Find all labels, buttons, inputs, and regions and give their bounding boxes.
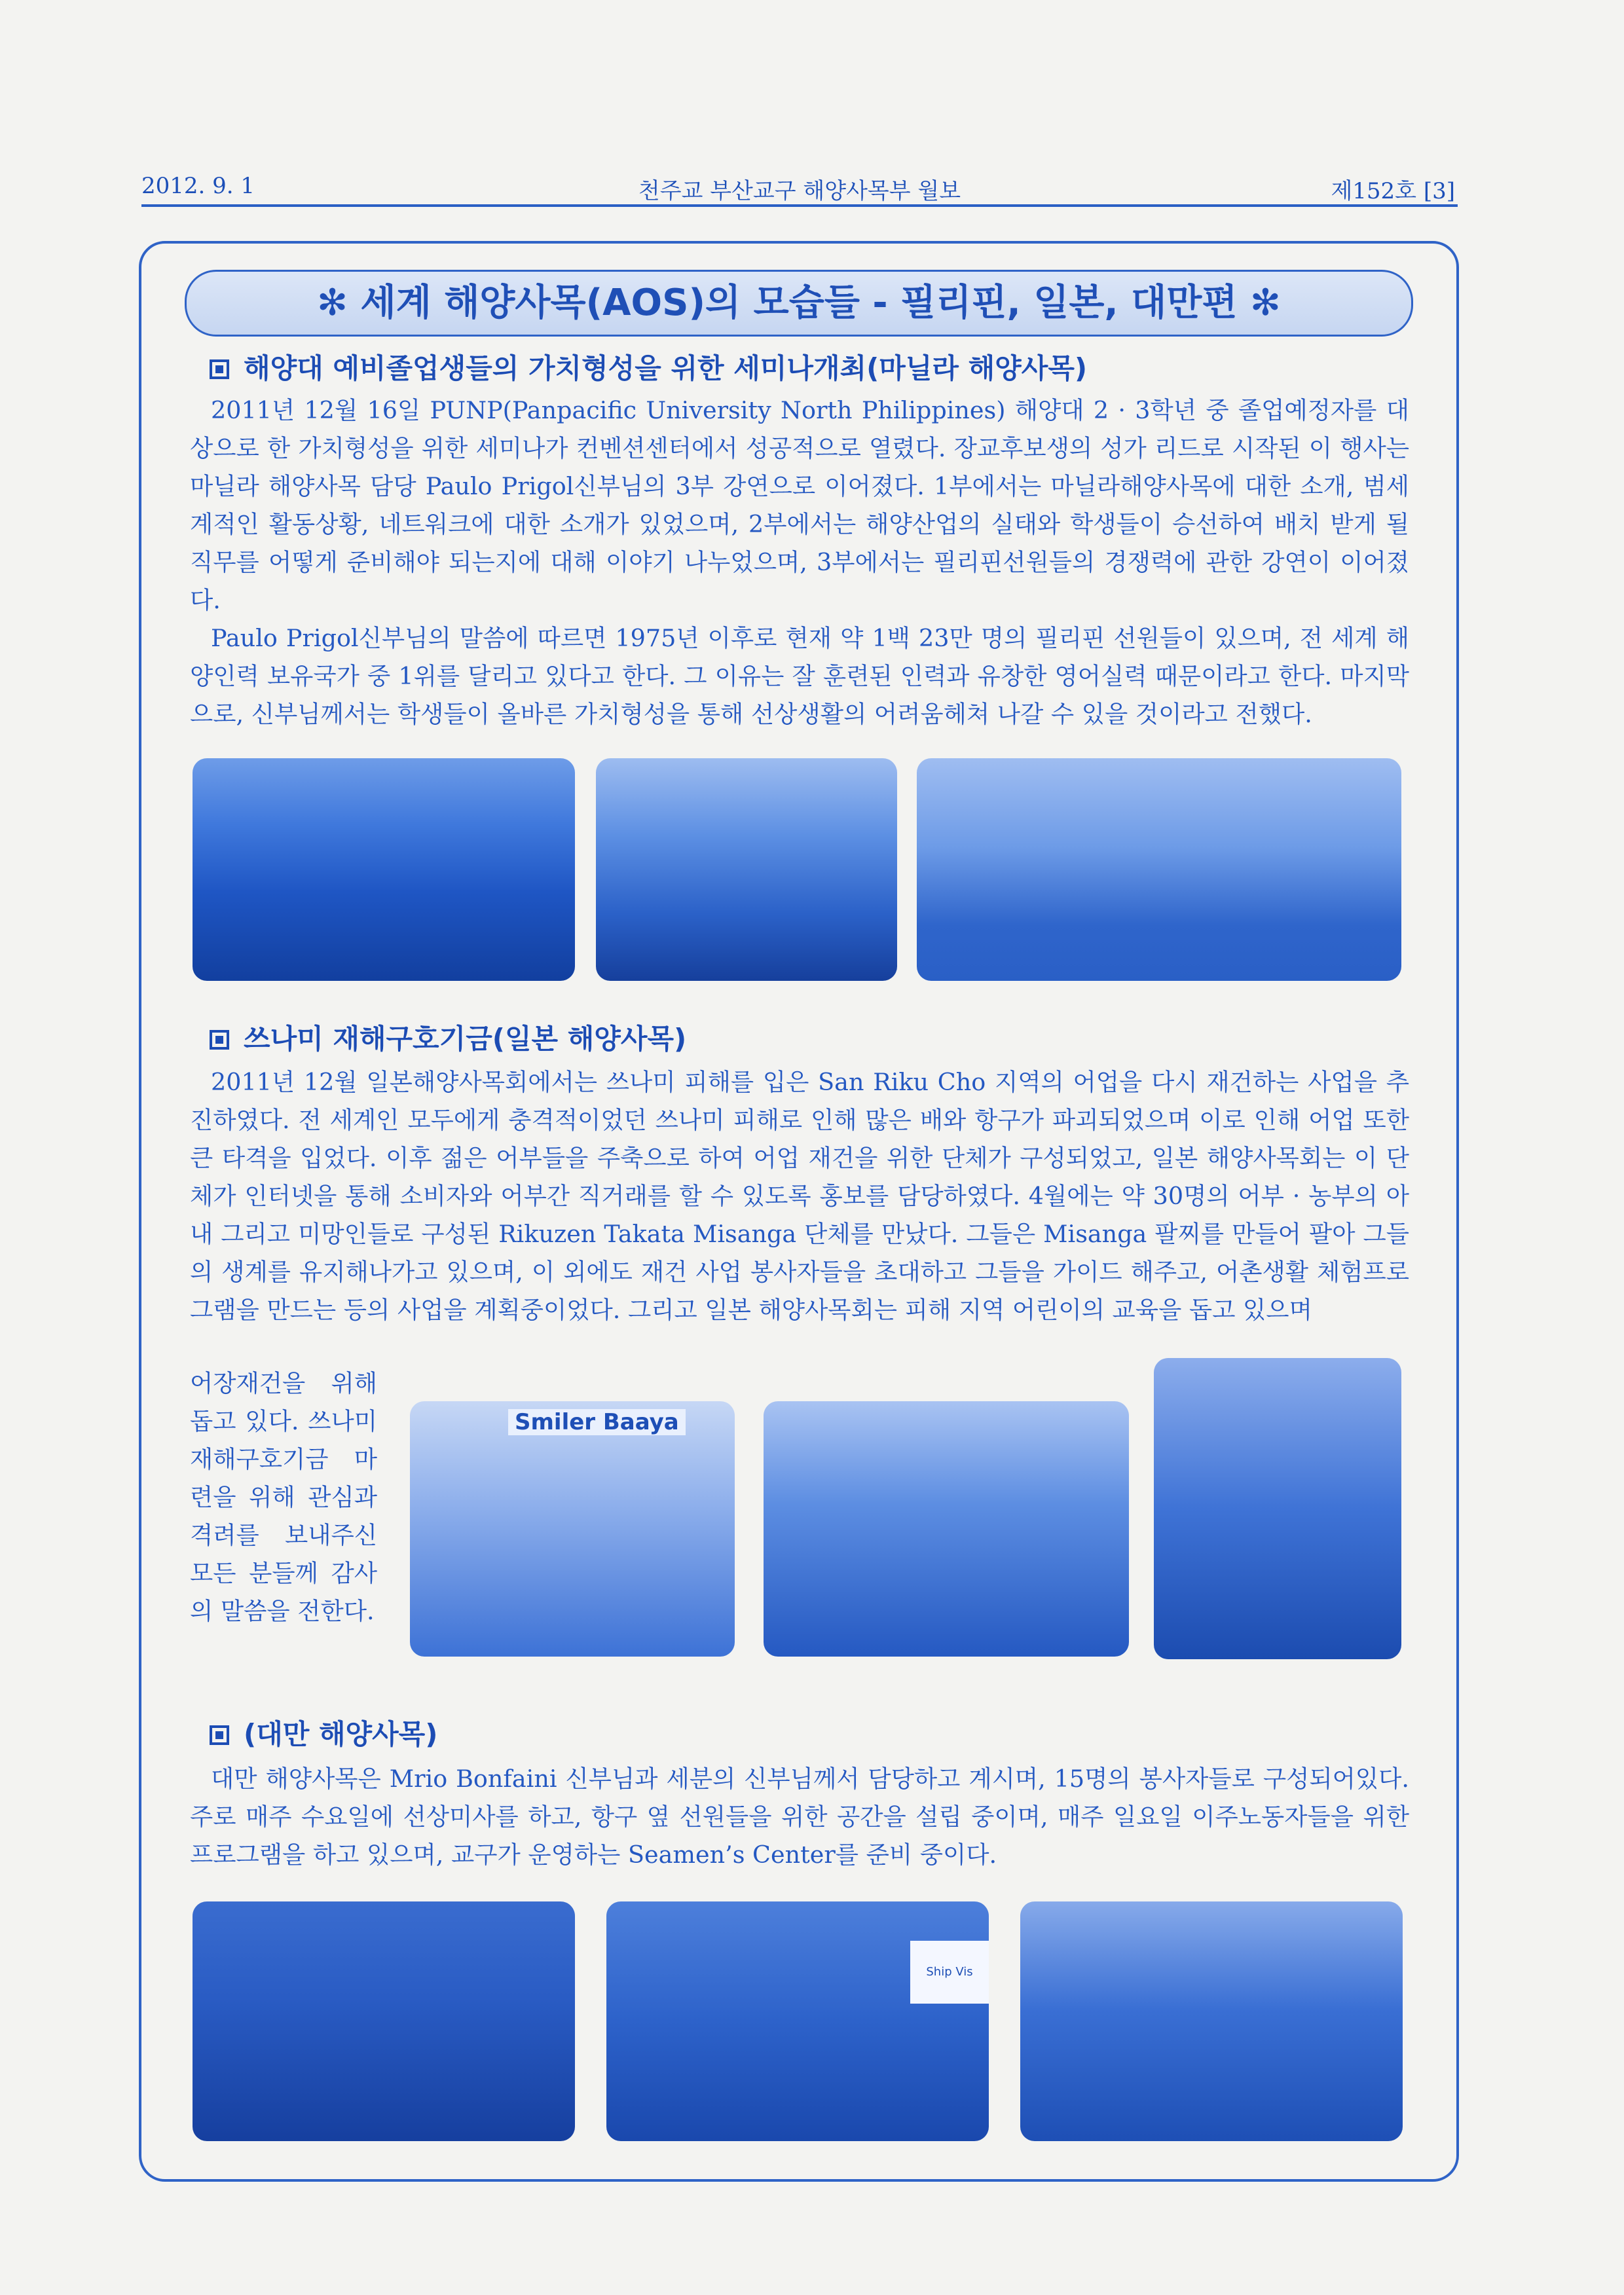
taiwan-group-photo [1020, 1901, 1403, 2141]
japan-article-body [190, 1063, 1409, 1329]
photo-sign-text: Smiler Baaya [508, 1409, 686, 1435]
section-title-text: (대만 해양사목) [244, 1718, 438, 1750]
child-with-picture-photo [1154, 1358, 1401, 1659]
article-banner: ✻ 세계 해양사목(AOS)의 모습들 - 필리핀, 일본, 대만편 ✻ [185, 270, 1413, 337]
paragraph: 2011년 12월 16일 PUNP(Panpacific University North Philippines) 해양대 2 · 3학년 중 졸업예정자를 대상으로 한 가치형성을 위한 세미나가 컨벤션센터에서 성공적으로 열렸다. 장교후보생의 성가 리드로 시작된 이 행사는 마닐라 해양사목 담당 Paulo Prigol신부님의 3부 강연으로 이어졌다. 1부에서는 마닐라해양사목에 대한 소개, 범세계적인 활동상황, 네트워크에 대한 소개가 있었으며, 2부에서는 해양산업의 실태와 학생들이 승선하여 배치 받게 될 직무를 어떻게 준비해야 되는지에 대해 이야기 나누었으며, 3부에서는 필리핀선원들의 경쟁력에 관한 강연이 이어졌다. [190, 396, 1409, 614]
paragraph: 2011년 12월 일본해양사목회에서는 쓰나미 피해를 입은 San Riku Cho 지역의 어업을 다시 재건하는 사업을 추진하였다. 전 세계인 모두에게 충격적이었던 쓰나미 피해로 인해 많은 배와 항구가 파괴되었으며 이로 인해 어업 또한 큰 타격을 입었다. 이후 젊은 어부들을 주축으로 하여 어업 재건을 위한 단체가 구성되었고, 일본 해양사목회는 이 단체가 인터넷을 통해 소비자와 어부간 직거래를 할 수 있도록 홍보를 담당하였다. 4월에는 약 30명의 어부 · 농부의 아내 그리고 미망인들로 구성된 Rikuzen Takata Misanga 단체를 만났다. 그들은 Misanga 팔찌를 만들어 팔아 그들의 생계를 유지해나가고 있으며, 이 외에도 재건 사업 봉사자들을 초대하고 그들을 가이드 해주고, 어촌생활 체험프로그램을 만드는 등의 사업을 계획중이었다. 그리고 일본 해양사목회는 피해 지역 어린이의 교육을 돕고 있으며 [190, 1068, 1409, 1324]
section-title-text: 해양대 예비졸업생들의 가치형성을 위한 세미나개최(마닐라 해양사목) [244, 352, 1088, 384]
issue-number: 제152호 [3] [1331, 178, 1455, 204]
family-photo [764, 1401, 1129, 1657]
section-title-japan [210, 1018, 686, 1057]
seminar-group-photo [917, 758, 1401, 981]
section-title-taiwan [210, 1713, 437, 1752]
paragraph: Paulo Prigol신부님의 말씀에 따르면 1975년 이후로 현재 약 1백 23만 명의 필리핀 선원들이 있으며, 전 세계 해양인력 보유국가 중 1위를 달리고 있다고 한다. 그 이유는 잘 훈련된 인력과 유창한 영어실력 때문이라고 한다. 마지막으로, 신부님께서는 학생들이 올바른 가치형성을 통해 선상생활의 어려움헤쳐 나갈 수 있을 것이라고 전했다. [190, 624, 1409, 728]
seminar-audience-photo [193, 758, 575, 981]
shipboard-mass-photo [606, 1901, 989, 2141]
issue-date: 2012. 9. 1 [141, 173, 255, 199]
newsletter-title: 천주교 부산교구 해양사목부 월보 [638, 178, 961, 204]
photo-sign-text: Ship Vis [910, 1941, 989, 2004]
smile-baaya-building-photo [410, 1401, 735, 1657]
seminar-speaker-photo [596, 758, 897, 981]
manila-article-body [190, 392, 1409, 733]
square-bullet-icon [210, 1725, 229, 1745]
paragraph: 대만 해양사목은 Mrio Bonfaini 신부님과 세분의 신부님께서 담당하고 계시며, 15명의 봉사자들로 구성되어있다. 주로 매주 수요일에 선상미사를 하고, 항구 옆 선원들을 위한 공간을 설립 중이며, 매주 일요일 이주노동자들을 위한 프로그램을 하고 있으며, 교구가 운영하는 Seamen’s Center를 준비 중이다. [190, 1765, 1409, 1869]
page-header [141, 169, 1458, 207]
taiwan-gathering-photo [193, 1901, 575, 2141]
section-title-text: 쓰나미 재해구호기금(일본 해양사목) [244, 1023, 687, 1055]
square-bullet-icon [210, 1030, 229, 1050]
taiwan-article-body [190, 1760, 1409, 1874]
japan-article-side-text: 어장재건을 위해 돕고 있다. 쓰나미 재해구호기금 마련을 위해 관심과 격려를 보내주신 모든 분들께 감사의 말씀을 전한다. [190, 1369, 377, 1625]
section-title-manila [210, 347, 1087, 386]
square-bullet-icon [210, 359, 229, 379]
